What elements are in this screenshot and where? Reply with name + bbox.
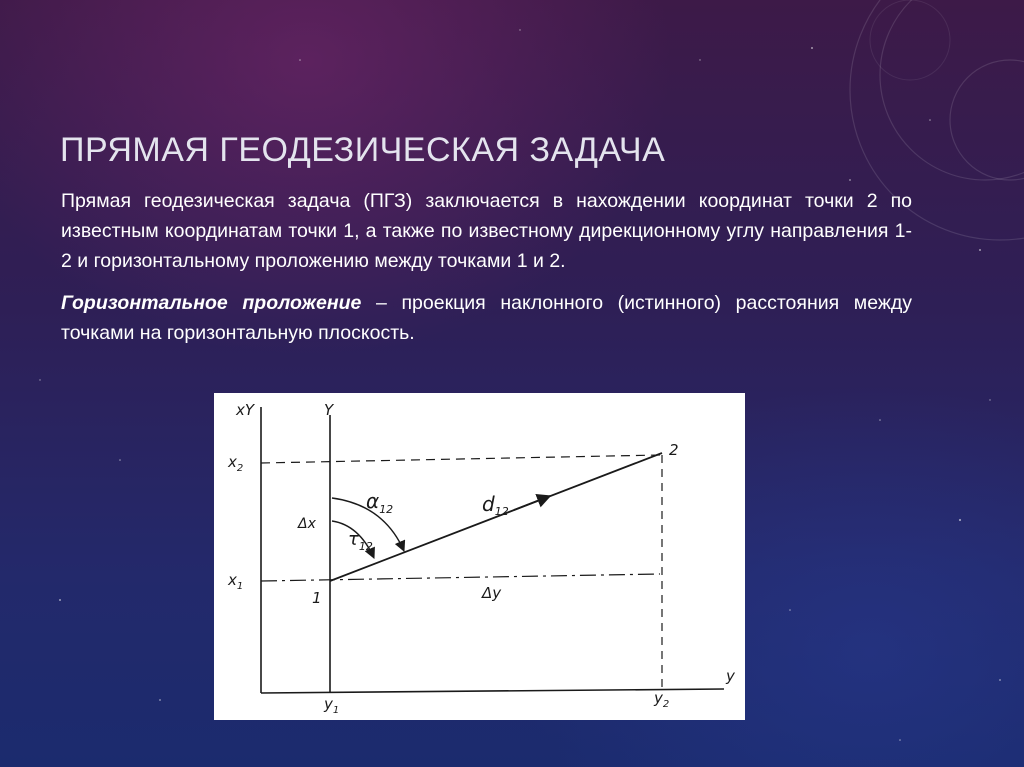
label-x2: $x_2$ xyxy=(228,453,244,474)
definition-term: Горизонтальное проложение xyxy=(61,292,362,314)
label-x1: $x_1$ xyxy=(228,571,244,592)
slide-body xyxy=(61,186,912,360)
label-point-2: 2 xyxy=(669,441,679,459)
diagram-canvas xyxy=(214,393,745,720)
label-axis-y: y xyxy=(726,667,735,685)
slide-title: ПРЯМАЯ ГЕОДЕЗИЧЕСКАЯ ЗАДАЧА xyxy=(60,131,666,169)
paragraph-pgz: Прямая геодезическая задача (ПГЗ) заключается в нахождении координат точки 2 по известным координатам точки 1, а также по известному дирекционному углу направления 1-2 и горизонтальному проложению между точками 1 и 2. xyxy=(61,190,912,272)
geodetic-diagram xyxy=(214,393,745,720)
definition-text: – проекция наклонного (истинного) расстояния между точками на горизонтальную плоскость. xyxy=(61,292,912,344)
x2-dashed-line xyxy=(261,455,660,463)
x1-dashed-line xyxy=(261,574,660,581)
label-d-12: $d_{12}$ xyxy=(482,492,509,518)
label-axis-x: xY xyxy=(236,401,255,419)
paragraph-definition xyxy=(61,288,912,348)
label-meridian-y: Y xyxy=(324,401,334,419)
label-y2: $y_2$ xyxy=(654,689,670,710)
segment-arrow xyxy=(514,496,550,510)
label-point-1: 1 xyxy=(312,589,322,607)
label-delta-x: Δx xyxy=(298,516,316,532)
label-alpha-12: $\alpha_{12}$ xyxy=(366,489,394,516)
label-tau-12: $\tau_{12}$ xyxy=(348,529,373,553)
label-y1: $y_1$ xyxy=(324,695,340,716)
label-delta-y: Δy xyxy=(482,584,502,602)
